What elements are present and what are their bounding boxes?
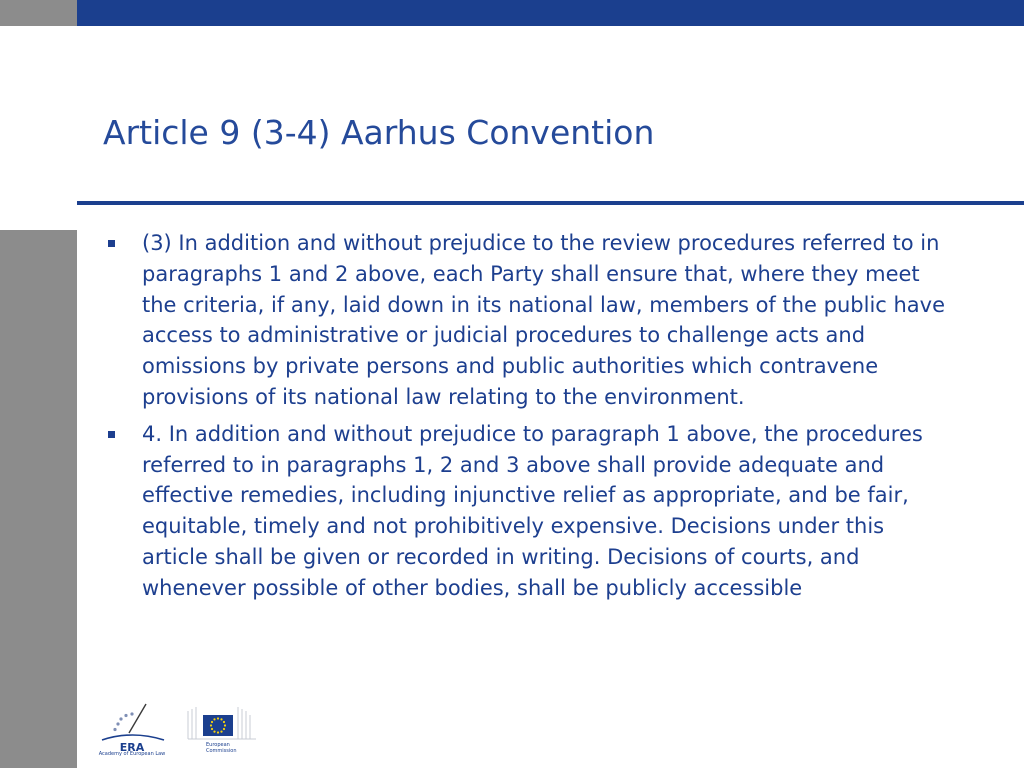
european-commission-logo [186,705,266,763]
ec-caption-line1: European [206,742,230,748]
ec-logo-icon [186,705,266,763]
top-blue-bar [77,0,1024,26]
bullet-list [102,228,952,610]
ec-caption [206,742,237,754]
bullet-text: 4. In addition and without prejudice to paragraph 1 above, the procedures referred to in paragraphs 1, 2 and 3 above shall provide adequate and effective remedies, including injunctive relief as appropriate, and be fair, equitable, timely and not prohibitively expensive. Decisions under this article shall be given or recorded in writing. Decisions of courts, and whenever possible of other bodies, shall be publicly accessible [142,421,923,600]
square-bullet-icon [108,240,115,247]
era-logo [96,700,168,762]
square-bullet-icon [108,431,115,438]
era-caption: Academy of European Law [98,751,166,757]
era-wordmark: ERA [119,741,145,754]
bullet-item [102,228,952,413]
ec-caption-line2: Commission [206,748,237,754]
top-gray-block [0,0,77,26]
left-side-bar [0,230,77,768]
title-divider [77,201,1024,205]
slide-title: Article 9 (3-4) Aarhus Convention [103,113,655,152]
bullet-text: (3) In addition and without prejudice to the review procedures referred to in paragraphs 1 and 2 above, each Party shall ensure that, where they meet the criteria, if any, laid down in its national law, members of the public have access to administrative or judicial procedures to challenge acts and omissions by private persons and public authorities which contravene provisions of its national law relating to the environment. [142,231,946,409]
bullet-item [102,419,952,604]
